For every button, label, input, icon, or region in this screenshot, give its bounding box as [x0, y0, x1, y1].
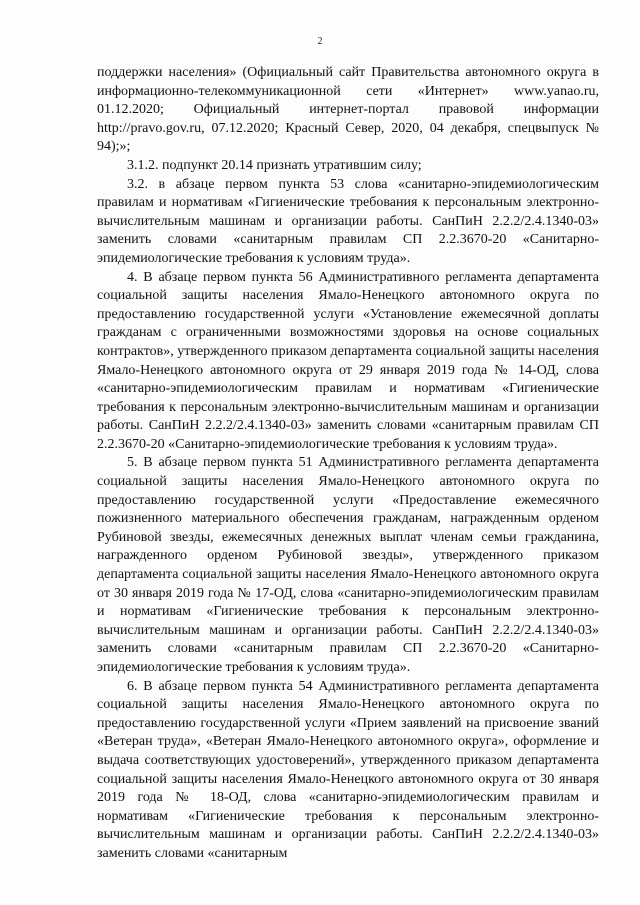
paragraph-6: 6. В абзаце первом пункта 54 Административного регламента департамента социальной защиты населения Ямало-Ненецкого автономного округа по предоставлению государственной услуги «Прием заявлений на присвоение званий «Ветеран труда», «Ветеран Ямало-Ненецкого автономного округа», оформление и выдача соответствующих удостоверений», утвержденного приказом департамента социальной защиты населения Ямало-Ненецкого автономного округа от 30 января 2019 года № 18-ОД, слова «санитарно-эпидемиологическим правилам и нормативам «Гигиенические требования к персональным электронно-вычислительным машинам и организации работы. СанПиН 2.2.2/2.4.1340-03» заменить словами «санитарным — [97, 678, 599, 861]
paragraph-4: 4. В абзаце первом пункта 56 Административного регламента департамента социальной защиты населения Ямало-Ненецкого автономного округа по предоставлению государственной услуги «Установление ежемесячной доплаты гражданам с ограниченными возможностями здоровья на основе социальных контрактов», утвержденного приказом департамента социальной защиты населения Ямало-Ненецкого автономного округа от 29 января 2019 года № 14-ОД, слова «санитарно-эпидемиологическим правилам и нормативам «Гигиенические требования к персональным электронно-вычислительным машинам и организации работы. СанПиН 2.2.2/2.4.1340-03» заменить словами «санитарным правилам СП 2.2.3670-20 «Санитарно-эпидемиологические требования к условиям труда». — [97, 269, 599, 452]
page-number: 2 — [317, 36, 323, 47]
paragraph-3-2: 3.2. в абзаце первом пункта 53 слова «санитарно-эпидемиологическим правилам и нормативам «Гигиенические требования к персональным электронно-вычислительным машинам и организации работы. СанПиН 2.2.2/2.4.1340-03» заменить словами «санитарным правилам СП 2.2.3670-20 «Санитарно-эпидемиологические требования к условиям труда». — [97, 176, 599, 266]
paragraph-continuation: поддержки населения» (Официальный сайт Правительства автономного округа в информационно-телекоммуникационной сети «Интернет» www.yanao.ru, 01.12.2020; Официальный интернет-портал правовой информации http://pravo.gov.ru, 07.12.2020; Красный Север, 2020, 04 декабря, спецвыпуск № 94);»; — [97, 65, 599, 155]
paragraph-5: 5. В абзаце первом пункта 51 Административного регламента департамента социальной защиты населения Ямало-Ненецкого автономного округа по предоставлению государственной услуги «Предоставление ежемесячного пожизненного материального обеспечения гражданам, награжденным орденом Рубиновой звезды, ежемесячных денежных выплат членам семьи гражданина, награжденного орденом Рубиновой звезды», утвержденного приказом департамента социальной защиты населения Ямало-Ненецкого автономного округа от 30 января 2019 года № 17-ОД, слова «санитарно-эпидемиологическим правилам и нормативам «Гигиенические требования к персональным электронно-вычислительным машинам и организации работы. СанПиН 2.2.2/2.4.1340-03» заменить словами «санитарным правилам СП 2.2.3670-20 «Санитарно-эпидемиологические требования к условиям труда». — [97, 455, 599, 675]
document-body — [97, 64, 599, 864]
paragraph-3-1-2: 3.1.2. подпункт 20.14 признать утратившим силу; — [127, 157, 422, 173]
